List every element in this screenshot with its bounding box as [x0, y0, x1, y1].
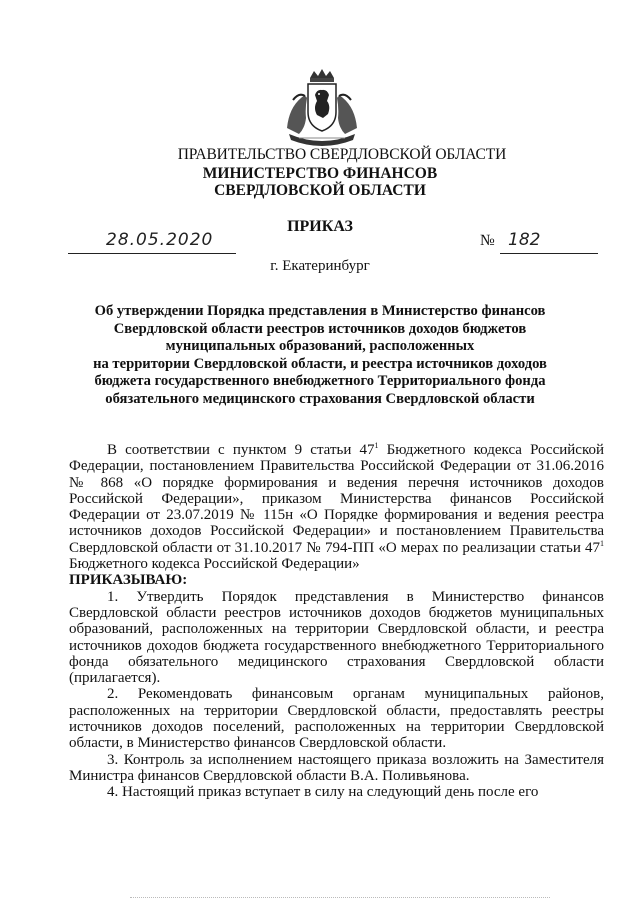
title-line: Свердловской области реестров источников доходов бюджетов — [113, 320, 527, 337]
order-item-3: 3. Контроль за исполнением настоящего приказа возложить на Заместителя Министра финансов Свердловской области В.А. Поливьянова. — [69, 751, 604, 784]
ministry-name: МИНИСТЕРСТВО ФИНАНСОВ — [202, 165, 438, 182]
order-item-2: 2. Рекомендовать финансовым органам муниципальных районов, расположенных на территории Свердловской области, предоставлять реестры источников доходов поселений, расположенных на территории Свердловской области, в Министерство финансов Свердловской области. — [69, 686, 604, 752]
orders-heading: ПРИКАЗЫВАЮ: — [69, 572, 188, 589]
city: г. Екатеринбург — [270, 258, 370, 274]
title-line: муниципальных образований, расположенных — [165, 338, 475, 355]
number-label: № — [480, 232, 495, 249]
date-field — [68, 227, 236, 254]
order-item-4: 4. Настоящий приказ вступает в силу на следующий день после его — [107, 784, 539, 801]
region-name: СВЕРДЛОВСКОЙ ОБЛАСТИ — [214, 182, 426, 199]
preamble-text-b: Бюджетного кодекса Российской Федерации, постановлением Правительства Российской Федерации от 31.06.2016 № 868 «О порядке формирования и ведения перечня источников доходов Российской Федерации», приказом Министерства финансов Российской Федерации от 23.07.2019 № 115н «О Порядке формирования и ведения реестра источников доходов Российской Федерации» и постановлением Правительства Свердловской области от 31.10.2017 № 794-ПП «О мерах по реализации статьи 47 — [69, 442, 605, 556]
title-line: Об утверждении Порядка представления в Министерство финансов — [94, 303, 546, 319]
document-body — [69, 442, 604, 801]
number-field — [500, 227, 598, 254]
preamble-text-a: В соответствии с пунктом 9 статьи 47 — [107, 442, 375, 458]
page-footer-line — [130, 897, 550, 900]
title-line: обязательного медицинского страхования Свердловской области — [105, 390, 535, 407]
preamble-paragraph — [69, 442, 604, 572]
title-line: бюджета государственного внебюджетного Территориального фонда — [94, 373, 546, 390]
document-title — [70, 303, 570, 409]
title-line: на территории Свердловской области, и реестра источников доходов — [93, 355, 547, 372]
superscript: 1 — [374, 441, 379, 450]
coat-of-arms-emblem — [279, 68, 365, 150]
order-item-1: 1. Утвердить Порядок представления в Министерство финансов Свердловской области реестров источников доходов бюджетов муниципальных образований, расположенных на территории Свердловской области, и реестра источников доходов бюджета государственного внебюджетного Территориального фонда обязательного медицинского страхования Свердловской области (прилагается). — [69, 588, 604, 687]
order-heading: ПРИКАЗ — [287, 218, 353, 235]
superscript: 1 — [600, 538, 604, 548]
date-handwritten: 28.05.2020 — [106, 230, 214, 250]
preamble-text-c: Бюджетного кодекса Российской Федерации» — [69, 556, 360, 573]
number-handwritten: 182 — [508, 230, 541, 250]
government-name: ПРАВИТЕЛЬСТВО СВЕРДЛОВСКОЙ ОБЛАСТИ — [177, 146, 507, 163]
